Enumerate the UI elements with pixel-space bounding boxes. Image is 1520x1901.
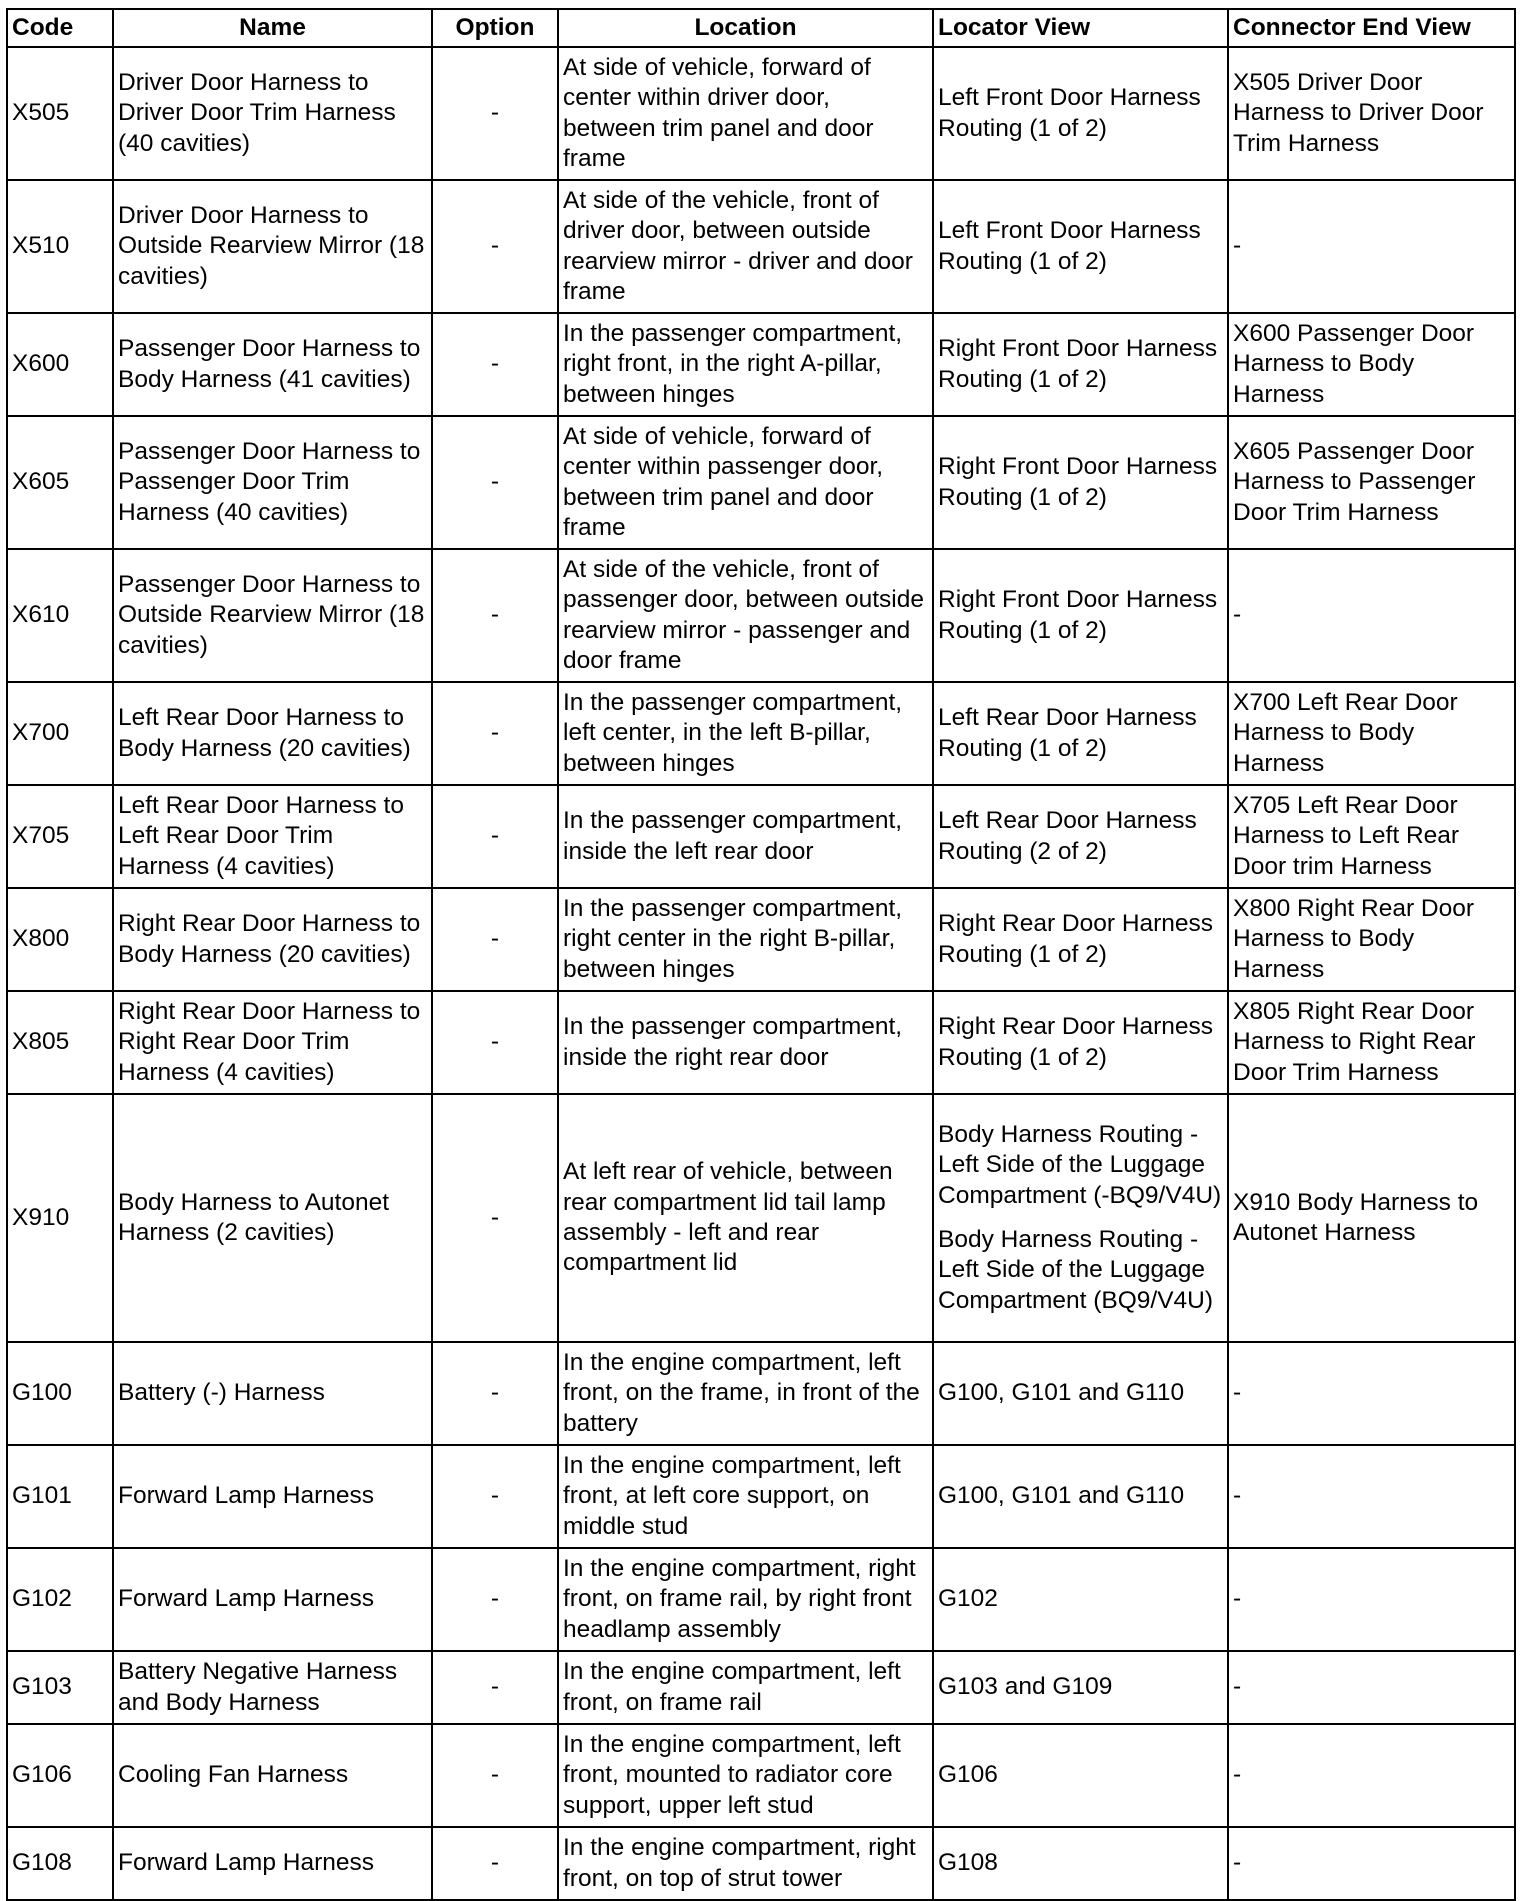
cell-name: Battery Negative Harness and Body Harness xyxy=(113,1651,432,1724)
cell-location: In the engine compartment, left front, on frame rail xyxy=(558,1651,933,1724)
cell-locator-view xyxy=(933,991,1228,1094)
cell-name: Forward Lamp Harness xyxy=(113,1548,432,1651)
cell-connector-end-view: - xyxy=(1228,1651,1515,1724)
table-row xyxy=(7,180,1515,313)
cell-option: - xyxy=(432,991,558,1094)
locator-view-entry: Right Front Door Harness Routing (1 of 2) xyxy=(938,335,1218,393)
header-connector-end-view: Connector End View xyxy=(1228,9,1515,47)
locator-view-entry: Left Rear Door Harness Routing (1 of 2) xyxy=(938,704,1197,762)
table-row xyxy=(7,991,1515,1094)
cell-locator-view xyxy=(933,416,1228,549)
table-row xyxy=(7,1342,1515,1445)
table-row xyxy=(7,313,1515,416)
cell-locator-view xyxy=(933,682,1228,785)
locator-view-entry: Left Front Door Harness Routing (1 of 2) xyxy=(938,84,1201,142)
locator-view-entry: G108 xyxy=(938,1849,998,1877)
cell-connector-end-view: - xyxy=(1228,1827,1515,1900)
cell-connector-end-view: X605 Passenger Door Harness to Passenger Door Trim Harness xyxy=(1228,416,1515,549)
cell-connector-end-view: - xyxy=(1228,1548,1515,1651)
cell-name: Passenger Door Harness to Passenger Door Trim Harness (40 cavities) xyxy=(113,416,432,549)
cell-connector-end-view: X805 Right Rear Door Harness to Right Rear Door Trim Harness xyxy=(1228,991,1515,1094)
locator-view-entry: Body Harness Routing - Left Side of the Luggage Compartment (-BQ9/V4U) xyxy=(938,1121,1222,1209)
locator-view-entry: Body Harness Routing - Left Side of the Luggage Compartment (BQ9/V4U) xyxy=(938,1226,1214,1314)
cell-connector-end-view: X600 Passenger Door Harness to Body Harness xyxy=(1228,313,1515,416)
locator-view-entry: Right Front Door Harness Routing (1 of 2) xyxy=(938,453,1218,511)
cell-connector-end-view: - xyxy=(1228,1342,1515,1445)
locator-view-entry: Right Front Door Harness Routing (1 of 2) xyxy=(938,586,1218,644)
header-row xyxy=(7,9,1515,47)
cell-name: Forward Lamp Harness xyxy=(113,1827,432,1900)
cell-connector-end-view: - xyxy=(1228,1724,1515,1827)
cell-option: - xyxy=(432,313,558,416)
locator-view-entry: G102 xyxy=(938,1585,998,1613)
table-row xyxy=(7,1094,1515,1342)
table-row xyxy=(7,1651,1515,1724)
cell-code: X505 xyxy=(7,47,113,180)
cell-location: In the passenger compartment, inside the right rear door xyxy=(558,991,933,1094)
table-row xyxy=(7,1827,1515,1900)
locator-view-entry: Left Front Door Harness Routing (1 of 2) xyxy=(938,217,1201,275)
table-row xyxy=(7,682,1515,785)
cell-option: - xyxy=(432,1724,558,1827)
cell-locator-view xyxy=(933,1724,1228,1827)
header-code: Code xyxy=(7,9,113,47)
cell-locator-view xyxy=(933,785,1228,888)
header-name: Name xyxy=(113,9,432,47)
cell-option: - xyxy=(432,1548,558,1651)
cell-code: X800 xyxy=(7,888,113,991)
cell-name: Battery (-) Harness xyxy=(113,1342,432,1445)
cell-name: Left Rear Door Harness to Left Rear Door Trim Harness (4 cavities) xyxy=(113,785,432,888)
cell-connector-end-view: X700 Left Rear Door Harness to Body Harness xyxy=(1228,682,1515,785)
cell-code: X605 xyxy=(7,416,113,549)
cell-code: X805 xyxy=(7,991,113,1094)
cell-connector-end-view: X705 Left Rear Door Harness to Left Rear Door trim Harness xyxy=(1228,785,1515,888)
cell-location: In the engine compartment, left front, mounted to radiator core support, upper left stud xyxy=(558,1724,933,1827)
cell-option: - xyxy=(432,785,558,888)
cell-locator-view xyxy=(933,888,1228,991)
cell-option: - xyxy=(432,416,558,549)
cell-code: X510 xyxy=(7,180,113,313)
table-row xyxy=(7,549,1515,682)
header-option: Option xyxy=(432,9,558,47)
cell-location: At side of the vehicle, front of passenger door, between outside rearview mirror - passenger and door frame xyxy=(558,549,933,682)
cell-connector-end-view: - xyxy=(1228,1445,1515,1548)
cell-locator-view xyxy=(933,549,1228,682)
cell-location: At side of vehicle, forward of center within passenger door, between trim panel and door frame xyxy=(558,416,933,549)
locator-view-entry: G106 xyxy=(938,1761,998,1789)
cell-option: - xyxy=(432,47,558,180)
locator-view-entry: Right Rear Door Harness Routing (1 of 2) xyxy=(938,910,1214,968)
connector-table xyxy=(6,8,1516,1901)
cell-location: At side of vehicle, forward of center within driver door, between trim panel and door frame xyxy=(558,47,933,180)
header-locator-view: Locator View xyxy=(933,9,1228,47)
cell-option: - xyxy=(432,549,558,682)
locator-view-entry: Right Rear Door Harness Routing (1 of 2) xyxy=(938,1013,1214,1071)
cell-location: In the engine compartment, left front, at left core support, on middle stud xyxy=(558,1445,933,1548)
cell-location: In the passenger compartment, right center in the right B-pillar, between hinges xyxy=(558,888,933,991)
cell-locator-view xyxy=(933,1094,1228,1342)
cell-name: Cooling Fan Harness xyxy=(113,1724,432,1827)
cell-code: G100 xyxy=(7,1342,113,1445)
locator-view-entry: G103 and G109 xyxy=(938,1673,1113,1701)
cell-locator-view xyxy=(933,1445,1228,1548)
cell-option: - xyxy=(432,1445,558,1548)
cell-connector-end-view: - xyxy=(1228,549,1515,682)
cell-location: At left rear of vehicle, between rear compartment lid tail lamp assembly - left and rear compartment lid xyxy=(558,1094,933,1342)
cell-code: X705 xyxy=(7,785,113,888)
cell-name: Body Harness to Autonet Harness (2 cavities) xyxy=(113,1094,432,1342)
cell-code: X910 xyxy=(7,1094,113,1342)
cell-location: In the passenger compartment, left center, in the left B-pillar, between hinges xyxy=(558,682,933,785)
cell-connector-end-view: X505 Driver Door Harness to Driver Door Trim Harness xyxy=(1228,47,1515,180)
cell-option: - xyxy=(432,1342,558,1445)
table-row xyxy=(7,888,1515,991)
cell-option: - xyxy=(432,1651,558,1724)
table-row xyxy=(7,47,1515,180)
cell-code: G101 xyxy=(7,1445,113,1548)
cell-name: Passenger Door Harness to Body Harness (41 cavities) xyxy=(113,313,432,416)
cell-locator-view xyxy=(933,1651,1228,1724)
locator-view-entry: G100, G101 and G110 xyxy=(938,1379,1185,1407)
cell-code: X610 xyxy=(7,549,113,682)
table-row xyxy=(7,785,1515,888)
cell-code: G106 xyxy=(7,1724,113,1827)
cell-locator-view xyxy=(933,47,1228,180)
cell-code: G103 xyxy=(7,1651,113,1724)
cell-code: X700 xyxy=(7,682,113,785)
cell-connector-end-view: X910 Body Harness to Autonet Harness xyxy=(1228,1094,1515,1342)
cell-name: Left Rear Door Harness to Body Harness (20 cavities) xyxy=(113,682,432,785)
cell-option: - xyxy=(432,180,558,313)
cell-option: - xyxy=(432,1827,558,1900)
cell-name: Driver Door Harness to Driver Door Trim Harness (40 cavities) xyxy=(113,47,432,180)
cell-location: At side of the vehicle, front of driver door, between outside rearview mirror - driver and door frame xyxy=(558,180,933,313)
cell-code: G102 xyxy=(7,1548,113,1651)
cell-name: Right Rear Door Harness to Body Harness (20 cavities) xyxy=(113,888,432,991)
cell-location: In the passenger compartment, right front, in the right A-pillar, between hinges xyxy=(558,313,933,416)
cell-locator-view xyxy=(933,1548,1228,1651)
locator-view-entry: G100, G101 and G110 xyxy=(938,1482,1185,1510)
cell-connector-end-view: X800 Right Rear Door Harness to Body Harness xyxy=(1228,888,1515,991)
cell-connector-end-view: - xyxy=(1228,180,1515,313)
header-location: Location xyxy=(558,9,933,47)
connector-table-container xyxy=(6,8,1514,1901)
cell-name: Passenger Door Harness to Outside Rearview Mirror (18 cavities) xyxy=(113,549,432,682)
table-row xyxy=(7,1548,1515,1651)
cell-location: In the engine compartment, right front, on frame rail, by right front headlamp assembly xyxy=(558,1548,933,1651)
locator-view-entry: Left Rear Door Harness Routing (2 of 2) xyxy=(938,807,1197,865)
cell-name: Right Rear Door Harness to Right Rear Door Trim Harness (4 cavities) xyxy=(113,991,432,1094)
table-row xyxy=(7,1724,1515,1827)
cell-option: - xyxy=(432,888,558,991)
table-row xyxy=(7,416,1515,549)
cell-code: X600 xyxy=(7,313,113,416)
cell-location: In the passenger compartment, inside the left rear door xyxy=(558,785,933,888)
cell-name: Forward Lamp Harness xyxy=(113,1445,432,1548)
cell-option: - xyxy=(432,1094,558,1342)
locator-spacer xyxy=(938,1211,1223,1225)
cell-option: - xyxy=(432,682,558,785)
cell-locator-view xyxy=(933,1827,1228,1900)
cell-location: In the engine compartment, right front, on top of strut tower xyxy=(558,1827,933,1900)
cell-location: In the engine compartment, left front, on the frame, in front of the battery xyxy=(558,1342,933,1445)
cell-locator-view xyxy=(933,180,1228,313)
table-row xyxy=(7,1445,1515,1548)
cell-locator-view xyxy=(933,313,1228,416)
cell-name: Driver Door Harness to Outside Rearview Mirror (18 cavities) xyxy=(113,180,432,313)
cell-locator-view xyxy=(933,1342,1228,1445)
cell-code: G108 xyxy=(7,1827,113,1900)
